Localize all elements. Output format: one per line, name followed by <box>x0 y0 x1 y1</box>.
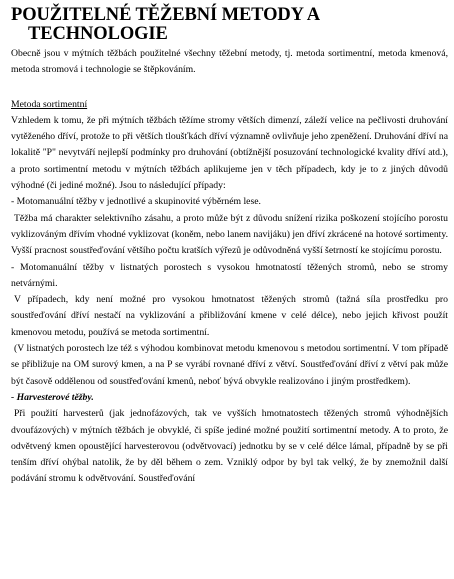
list-item-harvester: - Harvesterové těžby. <box>11 391 94 403</box>
title-line-1: POUŽITELNÉ TĚŽEBNÍ METODY A <box>11 5 320 25</box>
paragraph-sortiment-intro: Vzhledem k tomu, že při mýtních těžbách těžíme stromy větších dimenzí, záleží velice na pečlivosti druhování vytěženého dříví, protože to při větších tloušťkách dříví významně ovlivňuje jeho zpeněžení. Druhování dříví na lokalitě "P" nevytváří nejlepší podmínky pro druhování (obtížnější posuzování technologické kvality dříví atd.), a proto sortimentní metodu v mýtních těžbách aplikujeme jen v těch případech, kdy je to z jiných důvodů výhodné (či jediné možné). Jsou to následující případy: <box>11 114 448 192</box>
paragraph-hmotnatost: V případech, kdy není možné pro vysokou hmotnatost těžených stromů (tažná síla prostředku pro soustřeďování dříví nestačí na vyklizování a přibližování kmene v celé délce), nebo jejich křivost použít kmenovou metodu, používá se metoda sortimentní. <box>11 294 448 338</box>
intro-paragraph: Obecně jsou v mýtních těžbách použitelné všechny těžební metody, tj. metoda sortimentní, metoda kmenová, metoda stromová i technologie se štěpkováním. <box>11 48 448 76</box>
paragraph-harvester: Při použití harvesterů (jak jednofázových, tak ve vyšších hmotnatostech těžených stromů výhodnějších dvoufázových) v mýtních těžbách je obvyklé, či spíše jediné možné použití sortimentní metody. A to proto, že odvětvený kmen opoustějící harvesterovou (odvětvovací) jednotku by se v celé délce lámal, případně by se při tenším dříví ohýbal natolik, že by děl během o zem. Vzniklý odpor by byl tak velký, že by znemožnil další podávání stromu k odvětvování. Soustřeďování <box>11 408 448 485</box>
list-item-motomanual-vyberny: - Motomanuální těžby v jednotlivé a skupinovité výběrném lese. <box>11 196 261 208</box>
paragraph-selective: Těžba má charakter selektivního zásahu, a proto může být z důvodu snížení rizika poškození stojícího porostu vyklizováným dřívím vhodné vyklizovat (koněm, nebo lanem navijáku) jen dříví zkrácené na hotové sortimenty. Vyšší pracnost soustřeďování většího počtu kratších výřezů je odůvodněná vyšší šetrností ke stojícímu porostu. <box>11 212 448 257</box>
section-heading-sortiment: Metoda sortimentní <box>11 98 88 110</box>
paragraph-kombinace: (V listnatých porostech lze též s výhodou kombinovat metodu kmenovou s metodou sortimentní. V tom případě se přibližuje na OM surový kmen, a na P se vyrábí rovnané dříví z větví. Soustřeďování dříví z větví pak může být časově oddělenou od soustřeďování kmenů, neboť bývá obvykle realizováno i jiným prostředkem). <box>11 343 448 387</box>
list-item-motomanual-listnate: - Motomanuální těžby v listnatých porostech s vysokou hmotnatostí těžených stromů, nebo se stromy netvárnými. <box>11 261 448 289</box>
document-title <box>11 6 448 44</box>
title-line-2: TECHNOLOGIE <box>28 24 168 44</box>
